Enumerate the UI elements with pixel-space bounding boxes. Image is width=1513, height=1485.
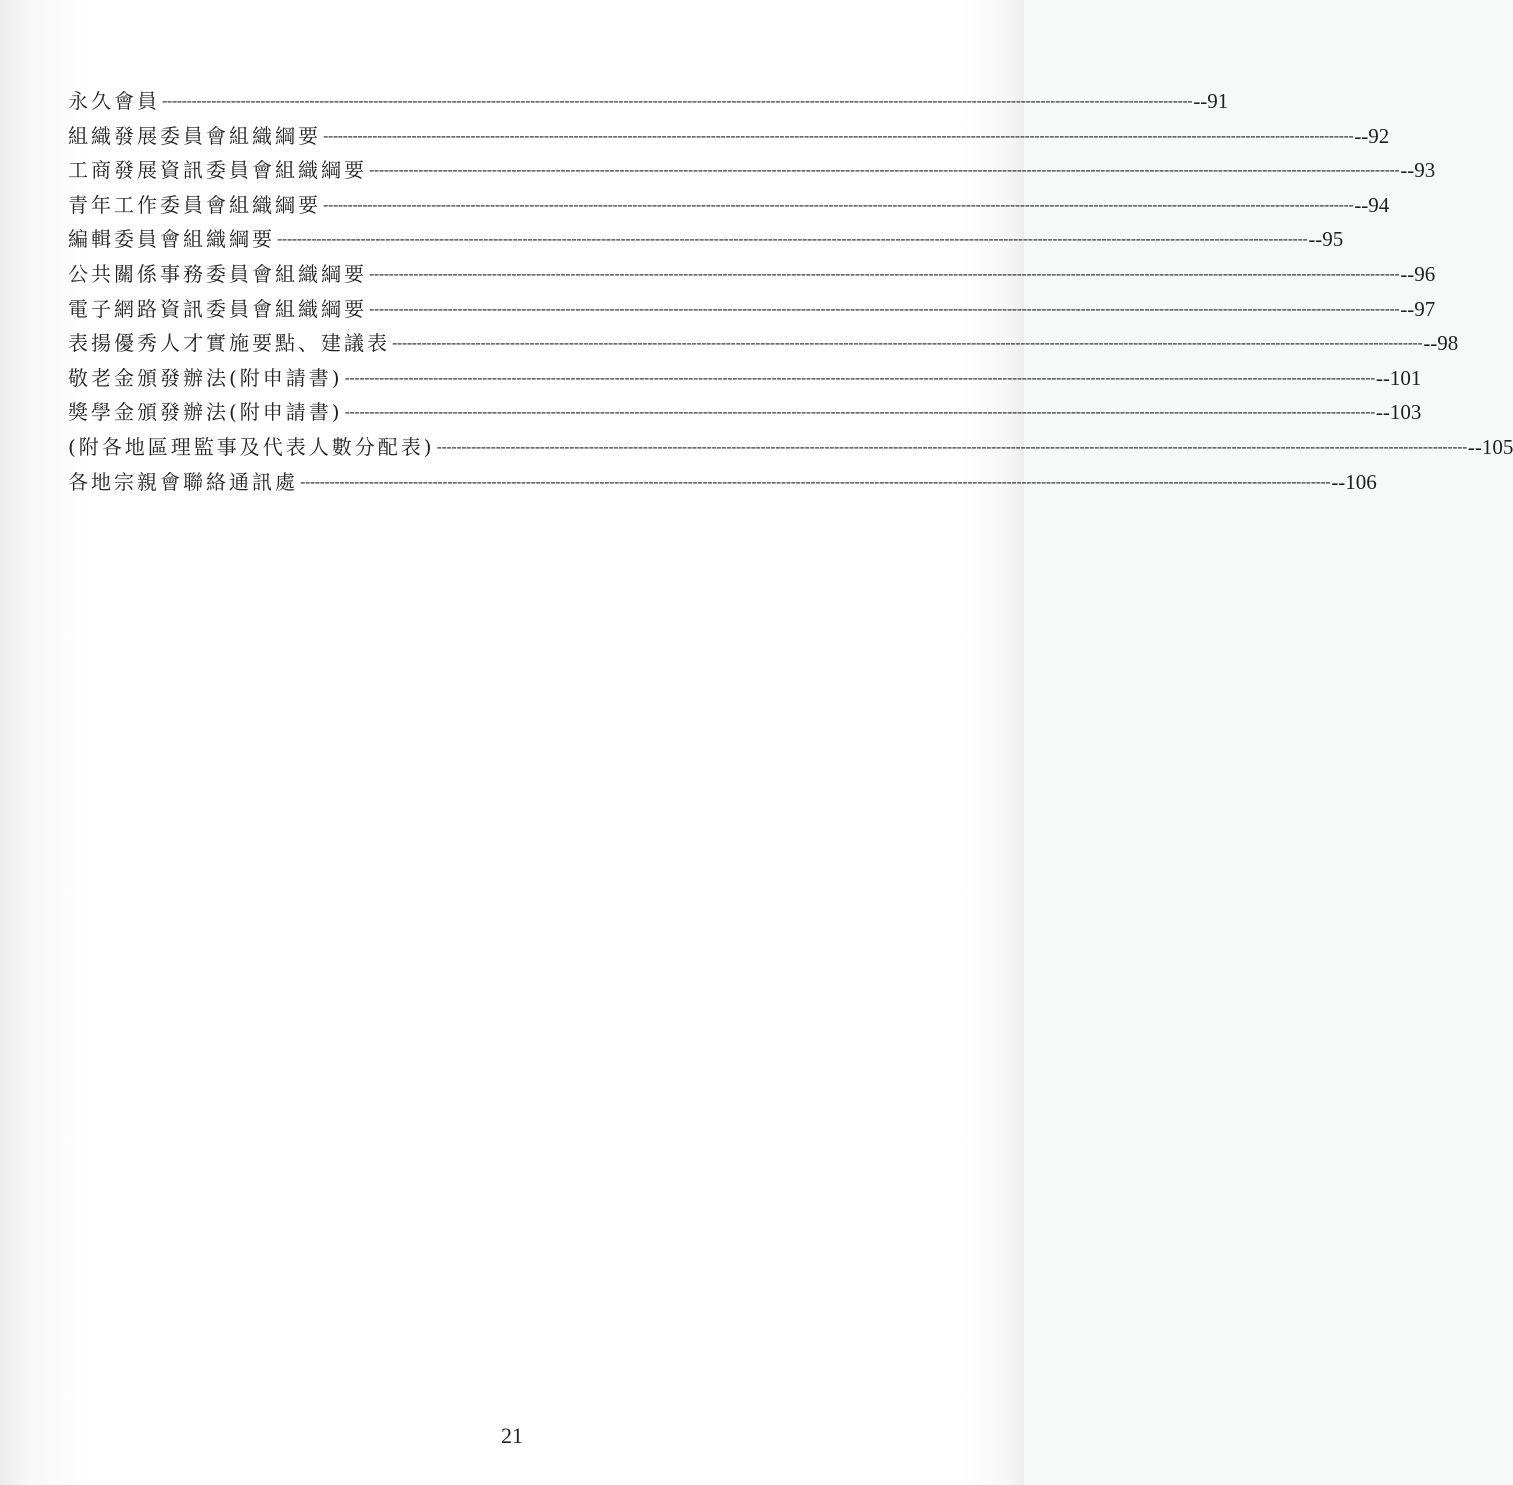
dot-leader: ------------------------------------------------------------------------------------------------------------------------------------------------------------------------------------------------------------------ <box>369 298 1400 318</box>
toc-entry-title: 電子網路資訊委員會組織綱要 <box>68 296 367 321</box>
toc-entry-page: --93 <box>1400 158 1436 183</box>
toc-entry <box>68 328 1459 363</box>
toc-entry <box>68 294 1436 329</box>
toc-entry-title: 青年工作委員會組織綱要 <box>68 192 321 217</box>
dot-leader: ------------------------------------------------------------------------------------------------------------------------------------------------------------------------------------------------------------------ <box>300 471 1331 491</box>
toc-entry-title: 編輯委員會組織綱要 <box>68 227 275 252</box>
toc-entry <box>68 467 1377 502</box>
toc-entry-page: --101 <box>1375 365 1422 390</box>
toc-entry-page: --105 <box>1467 434 1513 459</box>
table-of-contents <box>68 86 1513 501</box>
toc-entry <box>68 86 1229 121</box>
toc-entry-page: --106 <box>1331 469 1377 494</box>
toc-entry-title: 組織發展委員會組織綱要 <box>68 123 321 148</box>
toc-entry <box>68 432 1513 467</box>
toc-entry-page: --91 <box>1193 89 1229 113</box>
toc-entry-page: --94 <box>1354 192 1390 217</box>
toc-entry-title: 獎學金頒發辦法(附申請書) <box>68 400 343 425</box>
dot-leader: ------------------------------------------------------------------------------------------------------------------------------------------------------------------------------------------------------------------ <box>344 402 1375 422</box>
toc-entry <box>68 190 1390 225</box>
dot-leader: ------------------------------------------------------------------------------------------------------------------------------------------------------------------------------------------------------------------ <box>369 263 1400 283</box>
toc-entry-title: 表揚優秀人才實施要點、建議表 <box>68 331 390 356</box>
toc-entry-page: --103 <box>1375 400 1422 425</box>
toc-entry-title: 永久會員 <box>68 89 160 113</box>
toc-entry <box>68 363 1422 398</box>
dot-leader: ------------------------------------------------------------------------------------------------------------------------------------------------------------------------------------------------------------------ <box>323 125 1354 145</box>
dot-leader: ------------------------------------------------------------------------------------------------------------------------------------------------------------------------------------------------------------------ <box>277 229 1308 249</box>
toc-entry-title: (附各地區理監事及代表人數分配表) <box>68 434 435 459</box>
toc-entry <box>68 121 1390 156</box>
dot-leader: ------------------------------------------------------------------------------------------------------------------------------------------------------------------------------------------------------------------ <box>344 367 1375 387</box>
dot-leader: ------------------------------------------------------------------------------------------------------------------------------------------------------------------------------------------------------------------ <box>369 160 1400 180</box>
toc-entry-page: --98 <box>1423 331 1459 356</box>
toc-entry-page: --97 <box>1400 296 1436 321</box>
dot-leader: ------------------------------------------------------------------------------------------------------------------------------------------------------------------------------------------------------------------ <box>392 333 1423 353</box>
toc-entry-title: 公共關係事務委員會組織綱要 <box>68 261 367 286</box>
toc-entry <box>68 397 1422 432</box>
toc-entry <box>68 224 1344 259</box>
toc-entry-page: --92 <box>1354 123 1390 148</box>
dot-leader: ------------------------------------------------------------------------------------------------------------------------------------------------------------------------------------------------------------------ <box>162 91 1193 110</box>
toc-entry-page: --96 <box>1400 261 1436 286</box>
toc-entry-title: 敬老金頒發辦法(附申請書) <box>68 365 343 390</box>
toc-entry-title: 工商發展資訊委員會組織綱要 <box>68 158 367 183</box>
dot-leader: ------------------------------------------------------------------------------------------------------------------------------------------------------------------------------------------------------------------ <box>436 436 1467 456</box>
toc-entry-title: 各地宗親會聯絡通訊處 <box>68 469 298 494</box>
dot-leader: ------------------------------------------------------------------------------------------------------------------------------------------------------------------------------------------------------------------ <box>323 194 1354 214</box>
toc-entry <box>68 155 1436 190</box>
toc-entry <box>68 259 1436 294</box>
toc-entry-page: --95 <box>1308 227 1344 252</box>
page-number: 21 <box>501 1423 523 1448</box>
